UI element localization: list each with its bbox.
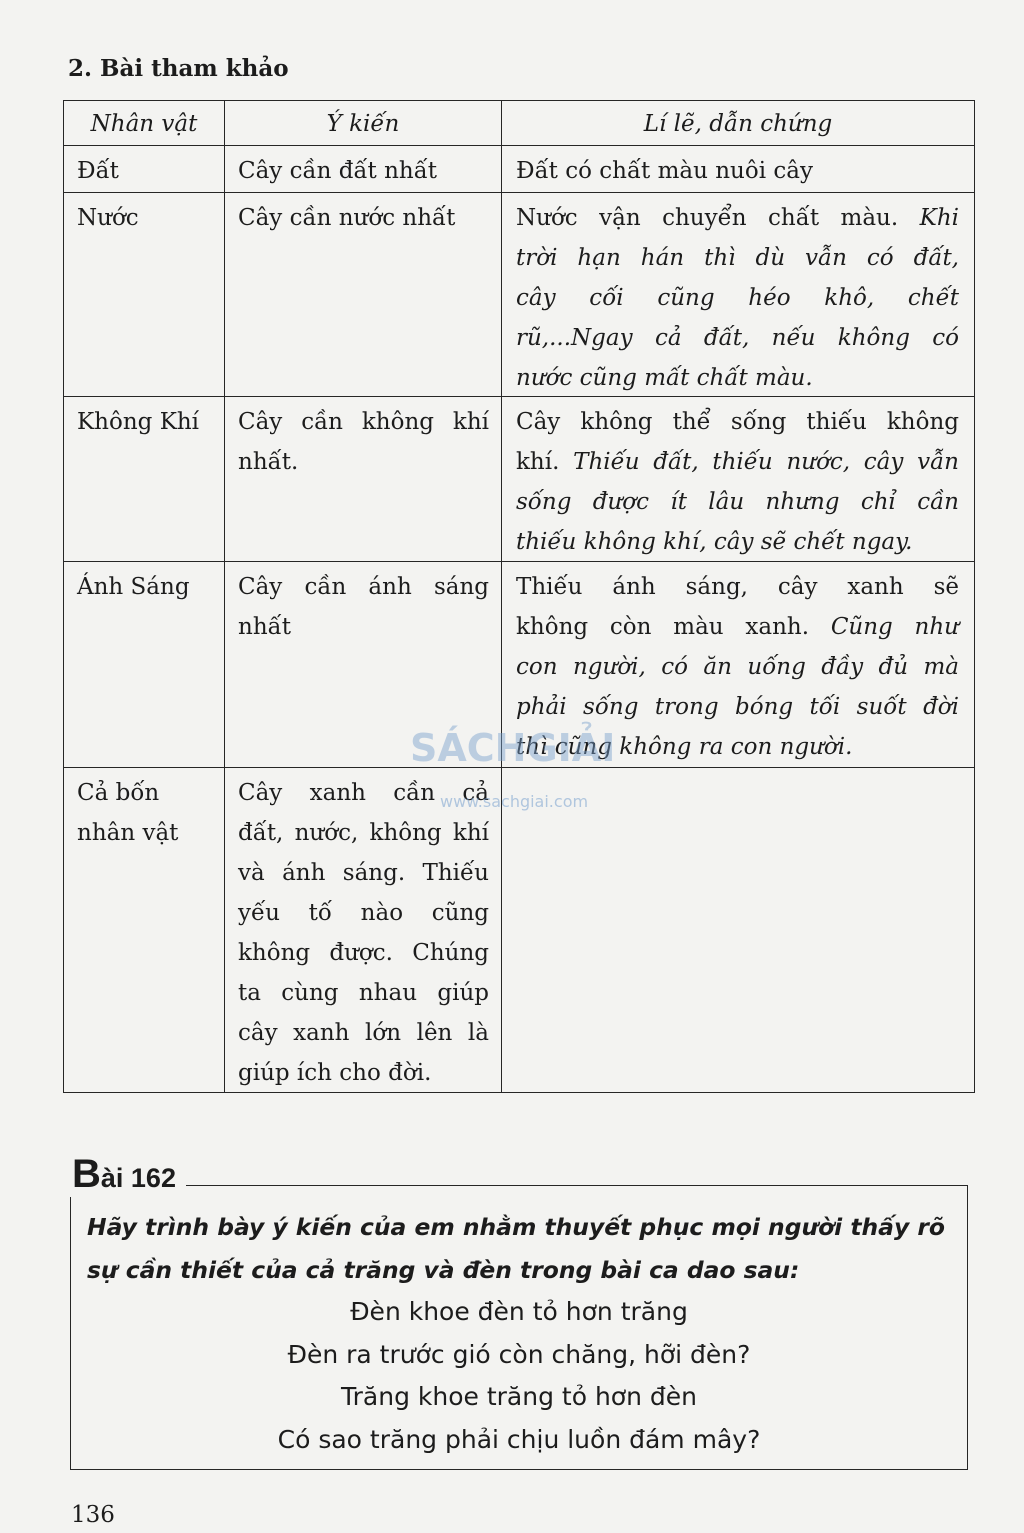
text-line: [516, 647, 959, 687]
cell-character: [64, 562, 225, 767]
italic-segment: con người, có ăn uống đầy đủ mà: [516, 654, 959, 680]
text-line: [516, 358, 959, 396]
poem-line: Có sao trăng phải chịu luồn đám mây?: [277, 1424, 761, 1454]
text-line: [516, 687, 959, 727]
text-line: Nước: [77, 205, 139, 231]
cell-opinion: [225, 193, 502, 396]
cell-character: [64, 146, 225, 192]
text-line: [516, 607, 959, 647]
text-line: nhất: [238, 614, 291, 640]
table-row: [64, 193, 974, 397]
text-line: [516, 442, 959, 482]
text-line: Không Khí: [77, 409, 200, 435]
cell-reasoning: [502, 193, 974, 396]
cell-opinion: [225, 768, 502, 1093]
italic-segment: sống được ít lâu nhưng chỉ cần: [516, 489, 959, 515]
cell-reasoning: [502, 397, 974, 561]
exercise-box: [70, 1185, 968, 1470]
text-line: Cây cần ánh sáng: [238, 574, 489, 600]
text-line: Cả bốn: [77, 780, 160, 806]
text-segment: Cây không thể sống thiếu không: [516, 409, 959, 435]
header-reasoning: Lí lẽ, dẫn chứng: [643, 111, 833, 137]
italic-segment: nước cũng mất chất màu.: [516, 365, 813, 391]
cell-opinion: [225, 146, 502, 192]
cell-reasoning: [502, 146, 974, 192]
italic-segment: thiếu không khí, cây sẽ chết ngay.: [516, 529, 913, 555]
text-line: [516, 198, 959, 238]
italic-segment: Khi: [919, 205, 959, 231]
table-row: [64, 397, 974, 562]
text-line: [516, 567, 959, 607]
text-line: Đất: [77, 158, 119, 184]
text-line: Cây cần đất nhất: [238, 158, 438, 184]
header-character: Nhân vật: [64, 101, 225, 145]
text-segment: Nước vận chuyển chất màu.: [516, 205, 920, 231]
text-line: [516, 151, 959, 191]
text-line: ta cùng nhau giúp: [238, 980, 489, 1006]
cell-reasoning-empty: [502, 768, 974, 1093]
poem-line: Đèn ra trước gió còn chăng, hỡi đèn?: [287, 1339, 751, 1369]
text-line: nhân vật: [77, 820, 179, 846]
reference-table: [63, 100, 975, 1093]
watermark-logo: SÁCHGIẢI: [410, 726, 616, 770]
table-row: [64, 562, 974, 768]
text-line: Ánh Sáng: [77, 574, 190, 600]
poem-line: Đèn khoe đèn tỏ hơn trăng: [350, 1297, 688, 1326]
text-line: [516, 522, 959, 561]
text-line: [516, 278, 959, 318]
italic-segment: thì cũng không ra con người.: [516, 734, 853, 760]
italic-segment: cây cối cũng héo khô, chết: [516, 285, 959, 311]
section-heading: 2. Bài tham khảo: [68, 55, 289, 82]
text-line: [516, 238, 959, 278]
text-line: Cây cần không khí: [238, 409, 489, 435]
text-line: yếu tố nào cũng: [238, 900, 489, 926]
text-line: [516, 727, 959, 767]
cell-opinion: [225, 397, 502, 561]
cell-reasoning: [502, 562, 974, 767]
table-header-row: [64, 101, 974, 146]
poem-line: Trăng khoe trăng tỏ hơn đèn: [341, 1382, 697, 1411]
text-segment: không còn màu xanh.: [516, 614, 831, 640]
text-line: [516, 482, 959, 522]
prompt-line: Hãy trình bày ý kiến của em nhằm thuyết phục mọi người thấy rõ: [87, 1213, 945, 1241]
italic-segment: trời hạn hán thì dù vẫn có đất,: [516, 245, 959, 271]
text-line: Cây xanh cần cả: [238, 780, 489, 806]
text-line: nhất.: [238, 449, 299, 475]
text-line: và ánh sáng. Thiếu: [238, 860, 489, 886]
text-line: giúp ích cho đời.: [238, 1060, 432, 1086]
text-segment: Đất có chất màu nuôi cây: [516, 158, 813, 184]
text-line: cây xanh lớn lên là: [238, 1020, 489, 1046]
watermark-url: www.sachgiai.com: [440, 792, 589, 811]
text-line: [516, 402, 959, 442]
table-row: [64, 146, 974, 193]
header-opinion: Ý kiến: [225, 101, 502, 145]
text-segment: khí.: [516, 449, 574, 475]
page-number: 136: [71, 1502, 115, 1528]
cell-opinion: [225, 562, 502, 767]
italic-segment: rũ,...Ngay cả đất, nếu không có: [516, 325, 959, 351]
cell-character: [64, 768, 225, 1093]
italic-segment: phải sống trong bóng tối suốt đời: [516, 694, 959, 720]
text-line: [516, 318, 959, 358]
table-row: [64, 768, 974, 1093]
exercise-title: Bài 162: [64, 1153, 186, 1197]
prompt-line: sự cần thiết của cả trăng và đèn trong bài ca dao sau:: [87, 1255, 800, 1284]
text-segment: Thiếu ánh sáng, cây xanh sẽ: [516, 574, 959, 600]
text-line: không được. Chúng: [238, 940, 489, 966]
text-line: đất, nước, không khí: [238, 820, 489, 846]
italic-segment: Thiếu đất, thiếu nước, cây vẫn: [573, 449, 959, 475]
cell-character: [64, 193, 225, 396]
italic-segment: Cũng như: [830, 614, 959, 640]
text-line: Cây cần nước nhất: [238, 205, 456, 231]
cell-character: [64, 397, 225, 561]
